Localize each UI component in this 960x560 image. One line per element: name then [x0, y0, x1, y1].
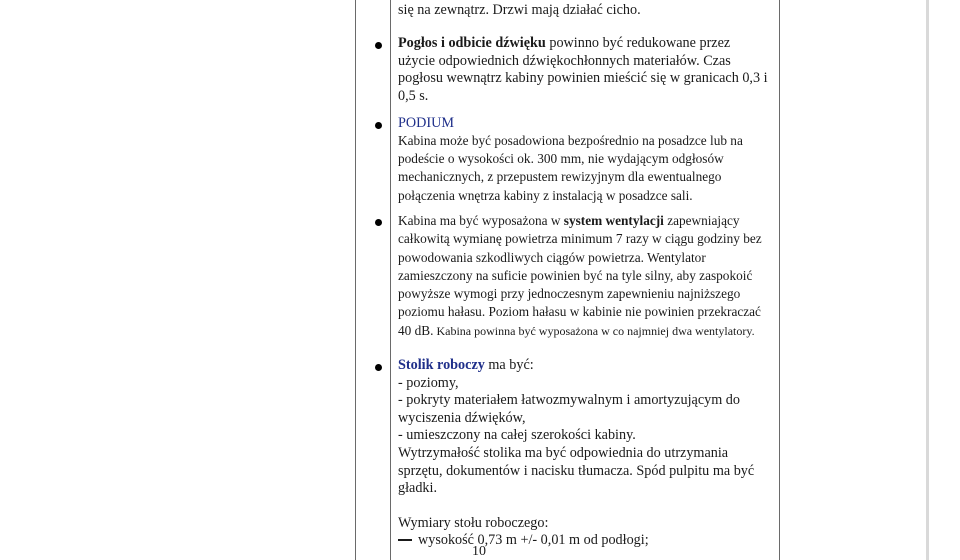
- reverberation-text: powinno być redukowane przez użycie odpowiednich dźwiękochłonnych materiałów. Czas pogłosu wewnątrz kabiny powinien mieścić się w granicach 0,3 i 0,5 s.: [398, 35, 768, 104]
- podium-heading: PODIUM: [398, 115, 454, 131]
- desk-intro: ma być:: [484, 357, 534, 373]
- bullet-icon: [375, 219, 382, 226]
- section-desk: [398, 357, 768, 550]
- page-edge-shadow: [926, 0, 929, 560]
- desk-requirement-1: - poziomy,: [398, 374, 459, 391]
- ventilation-note: Kabina powinna być wyposażona w co najmniej dwa wentylatory.: [433, 323, 755, 338]
- ventilation-text-1: Kabina ma być wyposażona w: [398, 213, 564, 228]
- ventilation-heading: system wentylacji: [563, 213, 664, 228]
- bullet-icon: [375, 122, 382, 129]
- bullet-icon: [375, 364, 382, 371]
- continued-text: się na zewnątrz. Drzwi mają działać cicho.: [398, 2, 641, 18]
- desk-requirement-3: - umieszczony na całej szerokości kabiny.: [398, 427, 636, 444]
- desk-dimensions-title: Wymiary stołu roboczego:: [398, 514, 549, 531]
- desk-strength-text: Wytrzymałość stolika ma być odpowiednia do utrzymania sprzętu, dokumentów i nacisku tłumacza. Spód pulpitu ma być gładki.: [398, 444, 755, 497]
- desk-dimension-height: wysokość 0,73 m +/- 0,01 m od podłogi;: [418, 532, 649, 549]
- table-border-left-outer: [355, 0, 356, 560]
- desk-heading: Stolik roboczy: [398, 357, 485, 373]
- dash-icon: [398, 539, 412, 540]
- reverberation-heading: Pogłos i odbicie dźwięku: [398, 35, 546, 51]
- desk-requirement-2: - pokryty materiałem łatwozmywalnym i amortyzującym do wyciszenia dźwięków,: [398, 392, 740, 426]
- ventilation-text-2: zapewniający całkowitą wymianę powietrza minimum 7 razy w ciągu godziny bez powodowania szkodliwych ciągów powietrza. Wentylator zamieszczony na suficie powinien być na tyle silny, aby zaspokoić powyższe wymogi przy jednoczesnym zapewnieniu najniższego poziomu hałasu. Poziom hałasu w kabinie nie powinien przekraczać 40 dB.: [398, 213, 762, 338]
- section-reverberation: [398, 35, 768, 105]
- table-border-left-inner: [390, 0, 391, 560]
- podium-text: Kabina może być posadowiona bezpośrednio na posadzce lub na podeście o wysokości ok. 300 mm, nie wydającym odgłosów mechanicznych, z przepustem rewizyjnym dla ewentualnego połączenia wnętrza kabiny z instalacją w posadzce sali.: [398, 133, 743, 203]
- page-number: 10: [472, 544, 486, 559]
- bullet-icon: [375, 42, 382, 49]
- section-ventilation: [398, 212, 768, 340]
- table-border-right: [779, 0, 780, 560]
